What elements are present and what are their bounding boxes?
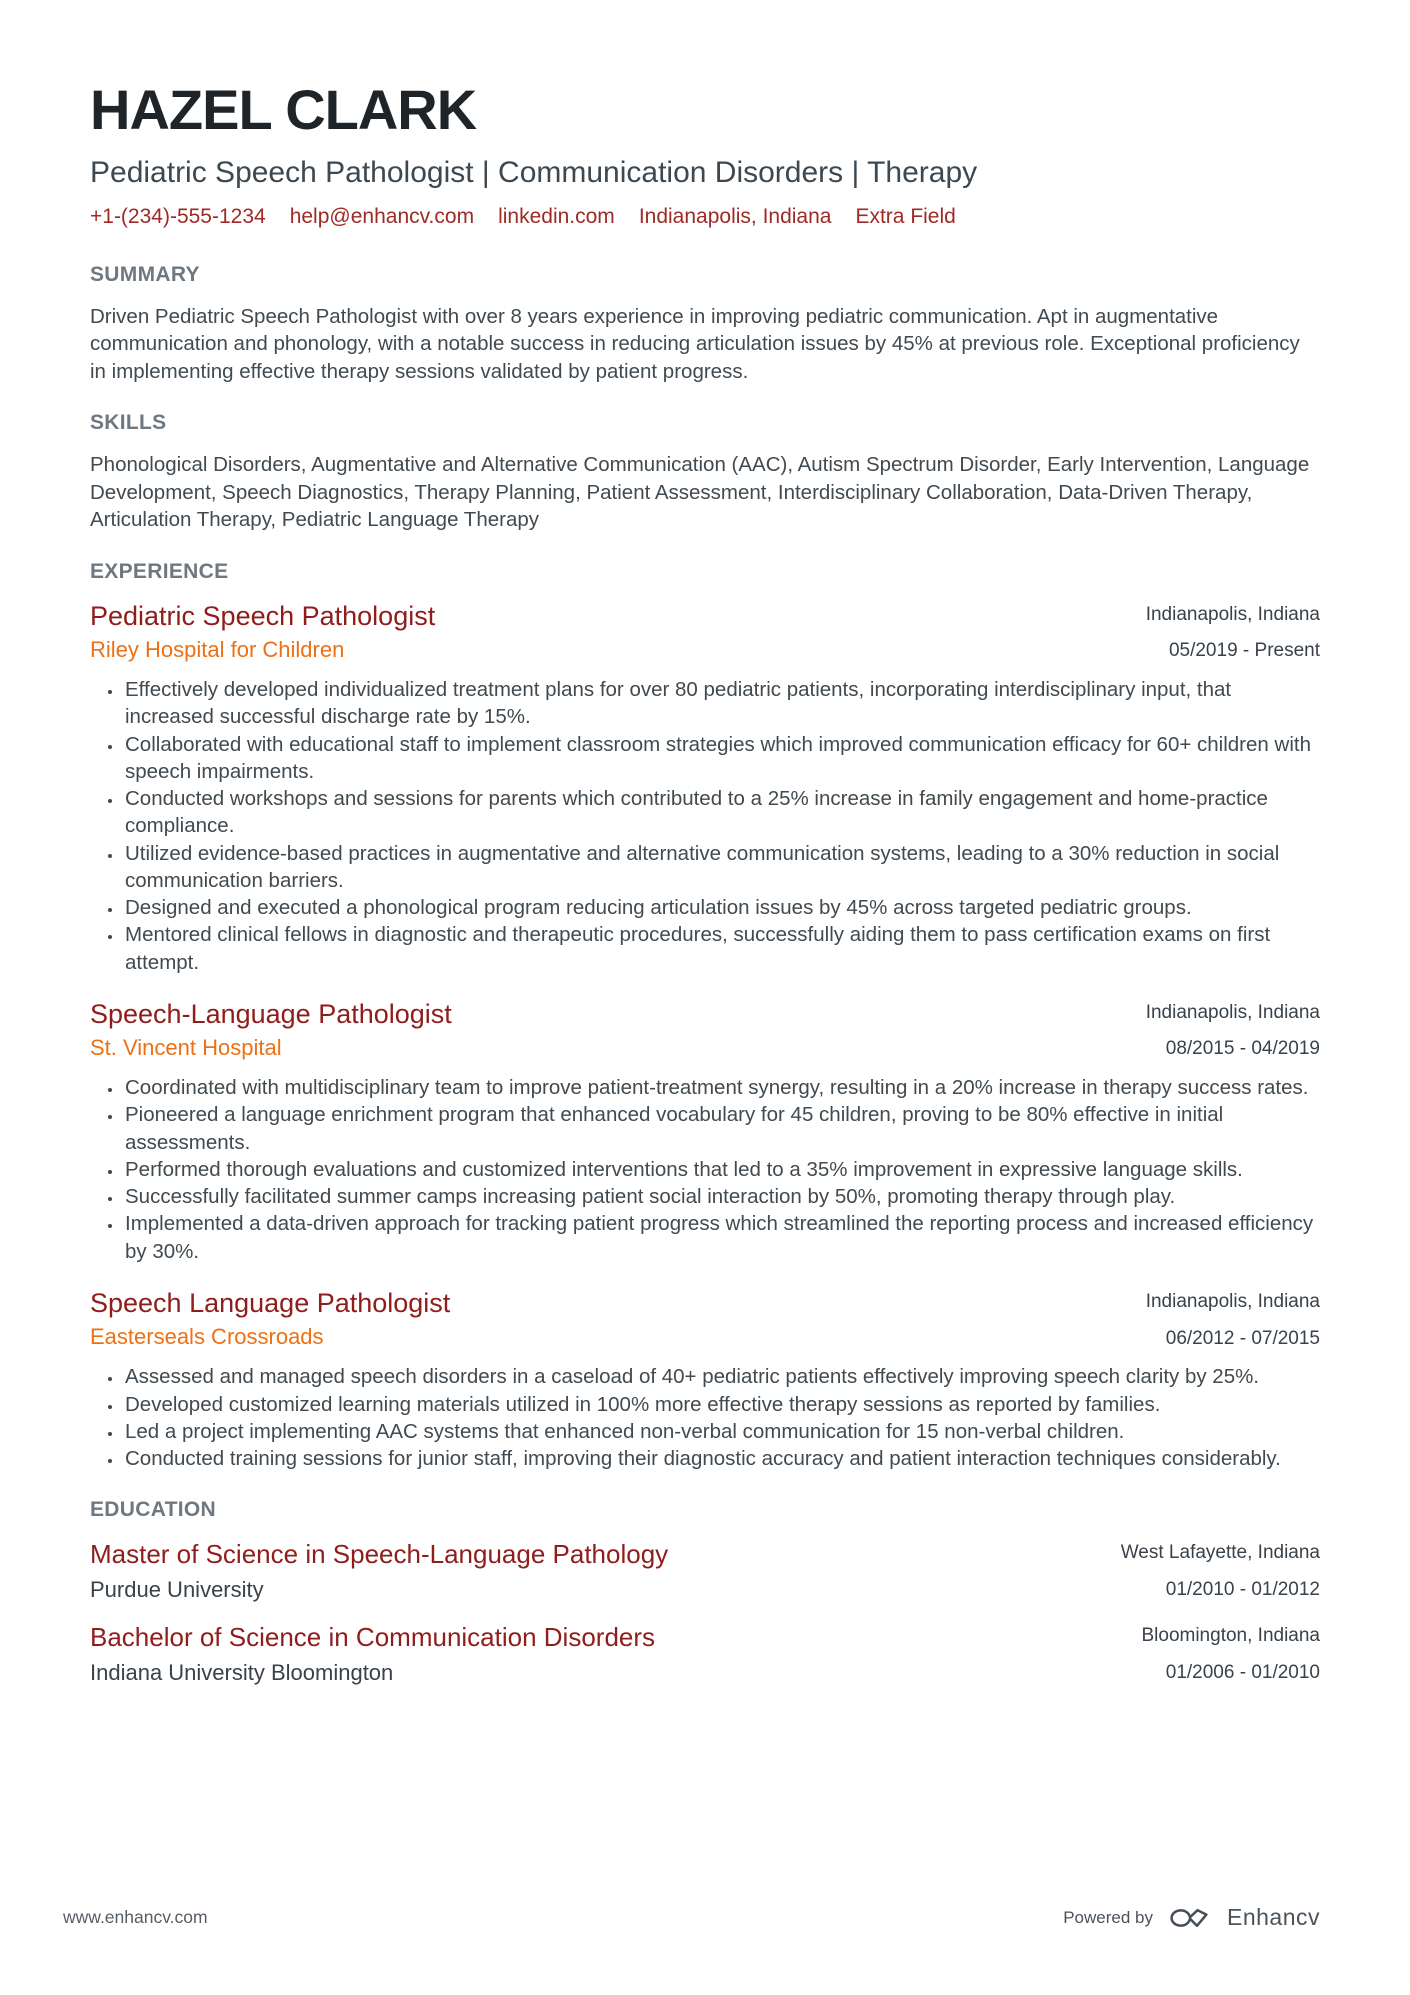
experience-entry — [90, 998, 1320, 1265]
education-heading: EDUCATION — [90, 1498, 216, 1522]
job-bullet: • Coordinated with multidisciplinary team to improve patient-treatment synergy, resulting in a 20% increase in therapy success rates. — [123, 1074, 1320, 1101]
candidate-headline: Pediatric Speech Pathologist | Communication Disorders | Therapy — [90, 156, 978, 189]
degree-school: Indiana University Bloomington — [90, 1659, 394, 1685]
experience-entry — [90, 1287, 1320, 1472]
contact-email[interactable]: help@enhancv.com — [289, 204, 475, 228]
education-entry — [90, 1538, 1320, 1603]
entry-titles — [90, 1621, 655, 1686]
job-bullet: • Successfully facilitated summer camps increasing patient social interaction by 50%, promoting therapy through play. — [123, 1183, 1320, 1210]
job-dates: 08/2015 - 04/2019 — [1165, 1038, 1320, 1060]
job-bullet: • Designed and executed a phonological program reducing articulation issues by 45% across targeted pediatric groups. — [123, 894, 1320, 921]
job-dates: 05/2019 - Present — [1168, 640, 1320, 662]
job-company: Riley Hospital for Children — [90, 637, 345, 663]
job-bullet: • Collaborated with educational staff to implement classroom strategies which improved communication efficacy for 60+ children with speech impairments. — [123, 731, 1320, 786]
experience-entry — [90, 600, 1320, 976]
job-company: Easterseals Crossroads — [90, 1324, 324, 1350]
contact-location: Indianapolis, Indiana — [638, 204, 832, 228]
enhancv-logo-icon — [1167, 1905, 1213, 1931]
section-summary — [90, 263, 1320, 385]
job-bullet-list — [90, 676, 1320, 976]
entry-meta — [1146, 600, 1320, 664]
entry-titles — [90, 600, 435, 664]
entry-titles — [90, 998, 452, 1062]
job-bullet: • Led a project implementing AAC systems that enhanced non-verbal communication for 15 non-verbal children. — [123, 1418, 1320, 1445]
job-location: Indianapolis, Indiana — [1145, 1290, 1320, 1312]
degree-school: Purdue University — [90, 1576, 264, 1602]
degree-title: Master of Science in Speech-Language Pathology — [90, 1539, 669, 1570]
degree-dates: 01/2006 - 01/2010 — [1165, 1661, 1320, 1683]
entry-head — [90, 1621, 1320, 1686]
entry-head — [90, 1538, 1320, 1603]
section-experience — [90, 560, 1320, 1473]
job-title: Speech-Language Pathologist — [90, 998, 452, 1029]
entry-meta — [1141, 1621, 1320, 1685]
job-company: St. Vincent Hospital — [90, 1035, 282, 1061]
job-location: Indianapolis, Indiana — [1145, 1001, 1320, 1023]
entry-titles — [90, 1538, 668, 1603]
section-education — [90, 1498, 1320, 1686]
job-bullet-list — [90, 1363, 1320, 1472]
resume-header — [90, 78, 1320, 231]
job-bullet: • Pioneered a language enrichment program that enhanced vocabulary for 45 children, proving to be 80% effective in initial assessments. — [123, 1101, 1320, 1156]
job-bullet: • Conducted training sessions for junior staff, improving their diagnostic accuracy and patient interaction techniques considerably. — [123, 1445, 1320, 1472]
job-location: Indianapolis, Indiana — [1145, 603, 1320, 625]
job-title: Pediatric Speech Pathologist — [90, 600, 436, 631]
degree-location: Bloomington, Indiana — [1141, 1625, 1320, 1647]
job-bullet: • Implemented a data-driven approach for tracking patient progress which streamlined the reporting process and increased efficiency by 30%. — [123, 1210, 1320, 1265]
entry-meta — [1146, 998, 1320, 1062]
contact-row — [90, 203, 1320, 231]
job-bullet: • Developed customized learning materials utilized in 100% more effective therapy sessions as reported by families. — [123, 1391, 1320, 1418]
summary-text: Driven Pediatric Speech Pathologist with over 8 years experience in improving pediatric communication. Apt in augmentative communication and phonology, with a notable success in reducing articulation issues by 45% at previous role. Exceptional proficiency in implementing effective therapy sessions validated by patient progress. — [90, 304, 1300, 383]
job-bullet: • Effectively developed individualized treatment plans for over 80 pediatric patients, incorporating interdisciplinary input, that increased successful discharge rate by 15%. — [123, 676, 1320, 731]
page-footer — [63, 1904, 1320, 1931]
skills-heading: SKILLS — [90, 411, 167, 435]
entry-meta — [1146, 1287, 1320, 1351]
contact-linkedin[interactable]: linkedin.com — [498, 204, 615, 228]
job-bullet: • Assessed and managed speech disorders in a caseload of 40+ pediatric patients effectively improving speech clarity by 25%. — [123, 1363, 1320, 1390]
powered-by-block — [1063, 1904, 1320, 1931]
degree-title: Bachelor of Science in Communication Disorders — [90, 1622, 656, 1653]
skills-text: Phonological Disorders, Augmentative and Alternative Communication (AAC), Autism Spectrum Disorder, Early Intervention, Language Development, Speech Diagnostics, Therapy Planning, Patient Assessment, Interdisciplinary Collaboration, Data-Driven Therapy, Articulation Therapy, Pediatric Language Therapy — [90, 453, 1310, 532]
enhancv-brand-name: Enhancv — [1226, 1904, 1320, 1930]
job-bullet: • Performed thorough evaluations and customized interventions that led to a 35% improvement in expressive language skills. — [123, 1156, 1320, 1183]
entry-head — [90, 998, 1320, 1062]
enhancv-website-link[interactable]: www.enhancv.com — [63, 1907, 208, 1927]
degree-dates: 01/2010 - 01/2012 — [1165, 1578, 1320, 1600]
summary-heading: SUMMARY — [90, 262, 200, 286]
entry-meta — [1121, 1538, 1320, 1602]
job-bullet: • Conducted workshops and sessions for parents which contributed to a 25% increase in family engagement and home-practice compliance. — [123, 785, 1320, 840]
job-title: Speech Language Pathologist — [90, 1287, 451, 1318]
contact-extra-field: Extra Field — [855, 204, 956, 228]
entry-titles — [90, 1287, 450, 1351]
contact-phone[interactable]: +1-(234)-555-1234 — [90, 204, 266, 228]
candidate-name: HAZEL CLARK — [90, 78, 477, 141]
experience-heading: EXPERIENCE — [90, 559, 229, 583]
job-bullet-list — [90, 1074, 1320, 1265]
degree-location: West Lafayette, Indiana — [1120, 1542, 1320, 1564]
job-bullet: • Utilized evidence-based practices in augmentative and alternative communication systems, leading to a 30% reduction in social communication barriers. — [123, 840, 1320, 895]
entry-head — [90, 600, 1320, 664]
entry-head — [90, 1287, 1320, 1351]
education-entry — [90, 1621, 1320, 1686]
job-bullet: • Mentored clinical fellows in diagnostic and therapeutic procedures, successfully aiding them to pass certification exams on first attempt. — [123, 921, 1320, 976]
powered-by-label: Powered by — [1063, 1907, 1153, 1927]
job-dates: 06/2012 - 07/2015 — [1165, 1327, 1320, 1349]
section-skills — [90, 411, 1320, 533]
